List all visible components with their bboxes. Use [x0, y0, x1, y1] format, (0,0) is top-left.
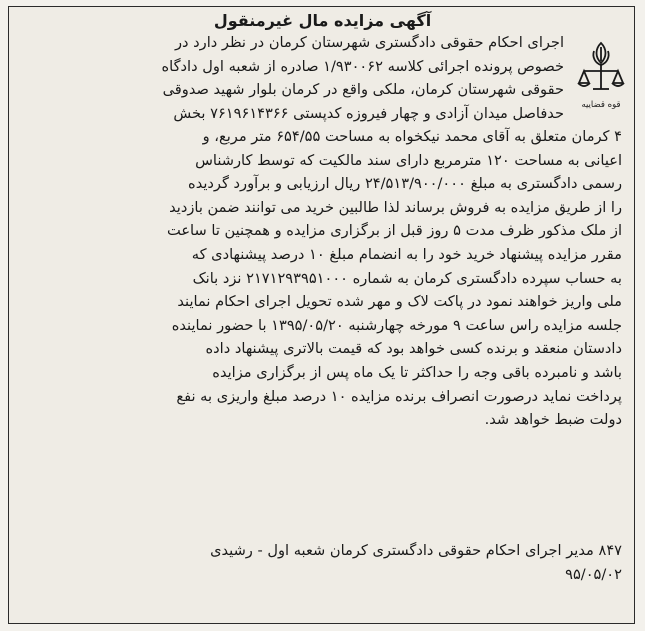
notice-clipping	[8, 6, 635, 624]
signature-line: ۸۴۷ مدیر اجرای احکام حقوقی دادگستری کرمان شعبه اول - رشیدی	[210, 542, 622, 559]
notice-body-main	[19, 125, 622, 432]
notice-line-5: ۴ کرمان متعلق به آقای محمد نیکخواه به مساحت ۶۵۴/۵۵ متر مربع، و	[202, 128, 622, 145]
notice-line-1: اجرای احکام حقوقی دادگستری شهرستان کرمان در نظر دارد در	[174, 34, 564, 51]
notice-line-7: رسمی دادگستری به مبلغ ۲۴/۵۱۳/۹۰۰/۰۰۰ ریال ارزیابی و برآورد گردیده	[188, 175, 622, 193]
judiciary-scales-emblem-icon	[576, 37, 626, 117]
notice-title: آگهی مزایده مال غیرمنقول	[213, 11, 432, 30]
notice-line-4: حدفاصل میدان آزادی و چهار فیروزه کدپستی ۷۶۱۹۶۱۴۳۶۶ بخش	[173, 104, 564, 122]
notice-line-9: از ملک مذکور ظرف مدت ۵ روز قبل از برگزاری مزایده و همچنین تا ساعت	[167, 222, 622, 240]
signature-date: ۹۵/۰۵/۰۲	[565, 566, 622, 583]
notice-line-13: جلسه مزایده راس ساعت ۹ مورخه چهارشنبه ۱۳۹۵/۰۵/۲۰ با حضور نماینده	[171, 316, 622, 334]
notice-line-12: ملی واریز خواهند نمود در پاکت لاک و مهر شده تحویل اجرای احکام نمایند	[177, 293, 622, 311]
notice-line-14: دادستان منعقد و برنده کسی خواهد بود که قیمت بالاتری پیشنهاد داده	[205, 340, 622, 358]
notice-line-3: حقوقی شهرستان کرمان، ملکی واقع در کرمان بلوار شهید صدوقی	[162, 81, 564, 99]
notice-line-6: اعیانی به مساحت ۱۲۰ مترمربع دارای سند مالکیت که توسط کارشناس	[195, 151, 622, 169]
notice-line-10: مقرر مزایده پیشنهاد خرید خود را به انضمام مبلغ ۱۰ درصد پیشنهادی که	[191, 245, 622, 263]
notice-line-2: خصوص پرونده اجرائی کلاسه ۱/۹۳۰۰۶۲ صادره از شعبه اول دادگاه	[161, 57, 564, 75]
notice-body-top	[19, 31, 564, 125]
notice-line-11: به حساب سپرده دادگستری کرمان به شماره ۲۱۷۱۲۹۳۹۵۱۰۰۰ نزد بانک	[192, 269, 622, 287]
notice-line-8: را از طریق مزایده به فروش برساند لذا طالبین خرید می توانند ضمن بازدید	[169, 198, 622, 216]
notice-signature	[19, 539, 622, 587]
notice-line-15: باشد و نامبرده باقی وجه را حداکثر تا یک ماه پس از برگزاری مزایده	[212, 363, 622, 381]
notice-line-17: دولت ضبط خواهد شد.	[484, 411, 622, 429]
notice-line-16: پرداخت نماید درصورت انصراف برنده مزایده ۱۰ درصد مبلغ واریزی به نفع	[176, 387, 622, 405]
emblem-caption: قوه قضاییه	[581, 100, 621, 110]
